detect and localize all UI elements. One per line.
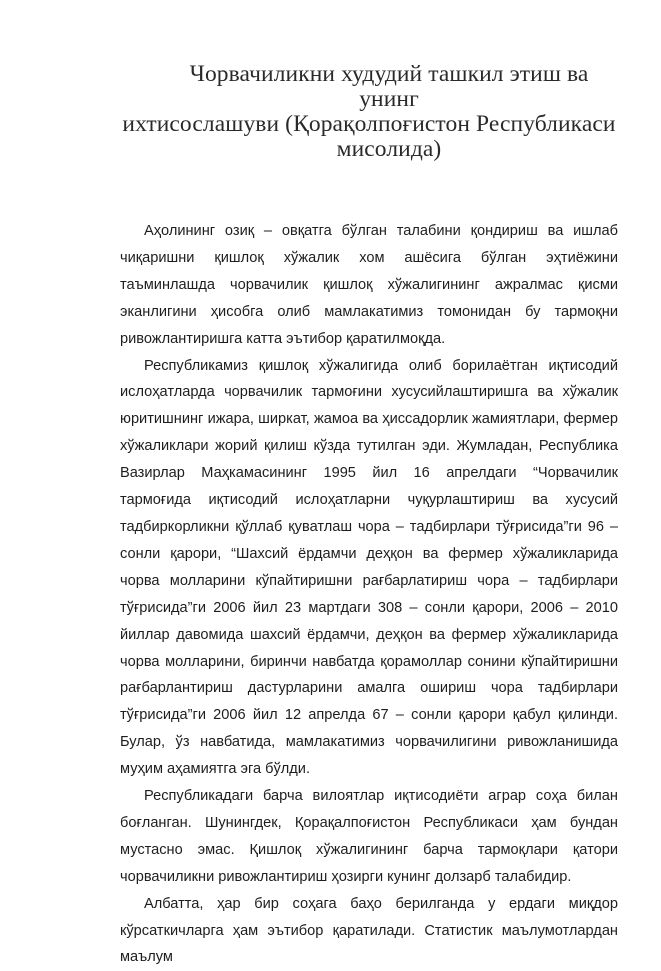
paragraph: Албатта, ҳар бир соҳага баҳо берилганда у ердаги миқдор кўрсаткичларга ҳам эътибор қаратилади. Статистик маълумотлардан маълум [120,895,618,966]
title-line-3: мисолида) [336,136,442,162]
paragraph: Республикамиз қишлоқ хўжалигида олиб борилаётган иқтисодий ислоҳатларда чорвачилик тармоғини хусусийлаштиришга ва хўжалик юритишнинг ижара, ширкат, жамоа ва ҳиссадорлик жамиятлари, фермер хўжаликлари жорий қилиш кўзда тутилган эди. Жумладан, Республика Вазирлар Маҳкамасининг 1995 йил 16 апрелдаги “Чорвачилик тармоғида иқтисодий ислоҳатларни чуқурлаштириш ва хусусий тадбиркорликни қўллаб қуватлаш чора – тадбирлари тўғрисида”ги 96 – сонли қарори, “Шахсий ёрдамчи деҳқон ва фермер хўжаликларида чорва молларини кўпайтиришни рағбарлатириш чора – тадбирлари тўғрисида”ги 2006 йил 23 мартдаги 308 – сонли қарори, 2006 – 2010 йиллар давомида шахсий ёрдамчи, деҳқон ва фермер хўжаликларида чорва молларини, биринчи навбатда қорамоллар сонини кўпайтиришни рағбарлантириш дастурларини амалга ошириш чора тадбирлари тўғрисида”ги 2006 йил 12 апрелда 67 – сонли қарори қабул қилинди. Булар, ўз навбатида, мамлакатимиз чорвачилигини ривожланишида муҳим аҳамиятга эга бўлди. [120,357,618,778]
document-title [120,62,618,162]
paragraph: Аҳолининг озиқ – овқатга бўлган талабини қондириш ва ишлаб чиқаришни қишлоқ хўжалик хом ашёсига бўлган эҳтиёжини таъминлашда чорвачилик қишлоқ хўжалигининг ажралмас қисми эканлигини ҳисобга олиб мамлакатимиз томонидан бу тармоқни ривожлантиришга катта эътибор қаратилмоқда. [120,223,618,347]
title-line-1: Чорвачиликни худудий ташкил этиш ва унинг [189,61,589,112]
title-line-2: ихтисослашуви (Қорақолпоғистон Республикаси [122,111,616,137]
paragraph: Республикадаги барча вилоятлар иқтисодиёти аграр соҳа билан боғланган. Шунингдек, Қорақалпоғистон Республикаси ҳам бундан мустасно эмас. Қишлоқ хўжалигининг барча тармоқлари қатори чорвачиликни ривожлантириш ҳозирги кунинг долзарб талабидир. [120,788,618,885]
document-body [120,218,618,971]
document-page [120,62,618,971]
